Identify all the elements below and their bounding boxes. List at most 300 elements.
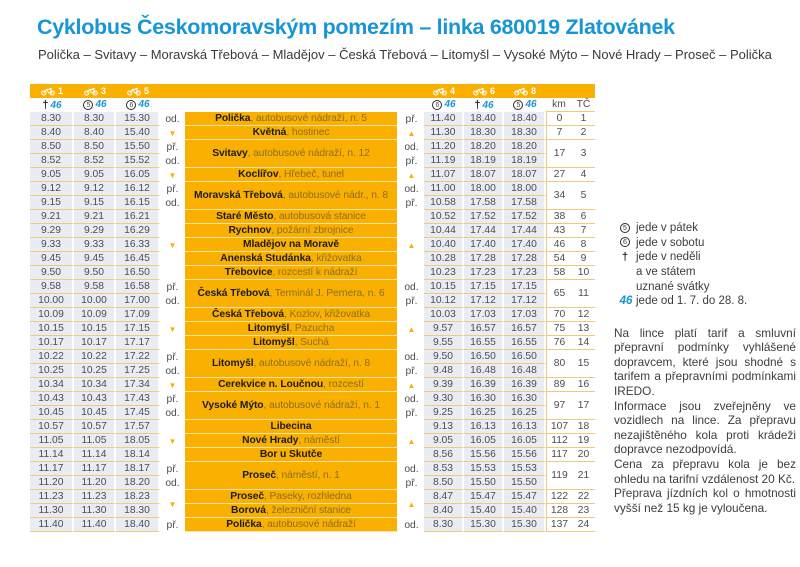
right-marker-cell [399,420,424,462]
departure-time-cell: 17.00 [116,294,160,308]
return-time-cell: 17.52 [504,210,546,224]
station-cell [185,448,399,462]
return-time-cell: 15.56 [464,448,504,462]
return-time-cell: 10.12 [424,294,464,308]
right-marker-cell [399,210,424,280]
sidebar [614,222,796,515]
departure-time-cell: 10.45 [30,406,74,420]
right-marker-cell [399,490,424,518]
return-time-cell: 15.50 [504,476,546,490]
return-time-cell: 17.40 [504,238,546,252]
departure-time-cell: 8.52 [74,154,116,168]
station-detail: , autobusové nádraží, n. 1 [263,400,380,411]
right-marker-cell [399,378,424,392]
arrow-up-icon: ▲ [407,324,416,334]
departure-time-cell: 10.57 [30,420,74,434]
timetable-row [30,126,595,140]
timetable-body [30,112,595,532]
departure-time-cell: 11.05 [74,434,116,448]
arrow-down-icon: ▼ [168,170,177,180]
return-time-cell: 16.50 [504,350,546,364]
bicycle-icon [41,87,55,96]
legend [614,222,796,310]
timetable-row [30,252,595,266]
return-time-cell: 10.28 [424,252,464,266]
tariff-number-cell: 7 [572,224,595,238]
service-id [424,86,464,96]
km-cell: 0 [546,112,572,126]
station-name: Česká Třebová [212,309,285,320]
departure-time-cell: 16.29 [116,224,160,238]
return-time-cell: 11.30 [424,126,464,140]
left-marker-cell [160,308,185,350]
arrow-up-icon: ▲ [407,170,416,180]
service-band-cell [464,84,504,98]
left-marker-cell [160,210,185,280]
station-detail: , autobusové nádraží, n. 12 [247,148,370,159]
tariff-number-cell: 19 [572,434,595,448]
return-time-cell: 11.40 [424,112,464,126]
departure-time-cell: 9.29 [30,224,74,238]
band-filler-cell [399,84,424,98]
bicycle-icon [84,87,98,96]
km-cell: 89 [546,378,572,392]
return-time-cell: 16.25 [504,406,546,420]
departure-time-cell: 10.00 [30,294,74,308]
note-paragraph: Na lince platí tarif a smluvní přepravní podmínky vyhlášené dopravcem, které jsou shodné s tarifem a přepravními podmínkami IREDO. [614,325,796,398]
return-time-cell: 18.07 [464,168,504,182]
departure-time-cell: 16.21 [116,210,160,224]
departure-time-cell: 17.17 [116,336,160,350]
station-name: Třebovice [224,267,273,278]
station-detail: , křižovatka [310,253,362,264]
return-time-cell: 17.03 [464,308,504,322]
return-time-cell: 16.05 [464,434,504,448]
left-marker-cell: od. [165,365,180,377]
band-filler-cell [160,84,185,98]
departure-time-cell: 17.22 [116,350,160,364]
km-cell: 122 [546,490,572,504]
return-time-cell: 16.50 [464,350,504,364]
tariff-number-cell: 2 [572,126,595,140]
departure-time-cell: 9.21 [30,210,74,224]
tariff-number-cell: 1 [572,112,595,126]
km-cell: 7 [546,126,572,140]
service-band-cell [424,84,464,98]
legend-symbol [614,237,636,251]
return-time-cell: 10.40 [424,238,464,252]
departure-time-cell: 8.30 [30,112,74,126]
day-symbol-cell [116,98,160,112]
return-time-cell: 9.25 [424,406,464,420]
page-title: Cyklobus Českomoravským pomezím – linka 680019 Zlatovánek [37,15,675,39]
station-name: Česká Třebová [197,288,270,299]
legend-symbol [614,281,636,295]
day-symbol-cell [504,98,546,112]
return-time-cell: 11.19 [424,154,464,168]
km-cell: 75 [546,322,572,336]
right-marker-cell [399,308,424,350]
day-symbol-cell [30,98,74,112]
left-marker-cell: od. [165,197,180,209]
right-marker-cell: př. [405,477,418,489]
right-marker-cell: od. [404,351,419,363]
departure-time-cell: 15.52 [116,154,160,168]
return-time-cell: 17.23 [464,266,504,280]
return-time-cell: 10.44 [424,224,464,238]
return-time-cell: 18.20 [464,140,504,154]
timetable-row [30,168,595,182]
right-marker-cell [399,168,424,182]
left-marker-cell [160,490,185,518]
return-time-cell: 18.30 [504,126,546,140]
arrow-up-icon: ▲ [407,380,416,390]
departure-time-cell: 10.00 [74,294,116,308]
tariff-number-cell: 16 [572,378,595,392]
station-name: Libecina [270,421,312,432]
legend-text: uznané svátky [636,280,710,293]
arrow-down-icon: ▼ [168,499,177,509]
return-time-cell: 16.55 [504,336,546,350]
return-time-cell: 9.30 [424,392,464,406]
tariff-number-cell: 9 [572,252,595,266]
return-time-cell: 11.07 [424,168,464,182]
timetable-row [30,336,595,350]
right-marker-cell: od. [404,281,419,293]
legend-text: jede od 1. 7. do 28. 8. [636,295,748,308]
station-cell [185,238,399,252]
arrow-down-icon: ▼ [168,240,177,250]
right-marker-cell: př. [405,407,418,419]
day-symbol-cell [464,98,504,112]
tariff-number-cell: 3 [572,140,595,168]
return-time-cell: 16.30 [504,392,546,406]
return-time-cell: 17.12 [504,294,546,308]
note-46: 46 [95,99,107,111]
tariff-number-cell: 4 [572,168,595,182]
tariff-number-cell: 13 [572,322,595,336]
km-cell: 34 [546,182,572,210]
station-cell [185,504,399,518]
departure-time-cell: 8.50 [74,140,116,154]
departure-time-cell: 9.33 [74,238,116,252]
station-cell [185,490,399,504]
note-46: 46 [50,99,62,111]
timetable-row [30,140,595,154]
departure-time-cell: 17.34 [116,378,160,392]
return-time-cell: 17.44 [504,224,546,238]
station-detail: , autobusové nádr., n. 8 [282,190,389,201]
day-symbol-cell [74,98,116,112]
station-cell [185,322,399,336]
note-46: 46 [525,99,537,111]
tariff-number-cell: 15 [572,350,595,378]
service-band-row [30,84,595,98]
service-band-cell [74,84,116,98]
station-detail: , Kozlov, křižovatka [284,309,370,320]
departure-time-cell: 11.14 [74,448,116,462]
departure-time-cell: 17.43 [116,392,160,406]
departure-time-cell: 10.43 [30,392,74,406]
timetable-row [30,112,595,126]
station-name: Litomyšl [247,323,290,334]
station-name: Nové Hrady [242,435,299,446]
return-time-cell: 8.53 [424,462,464,476]
legend-text: jede v sobotu [636,236,705,249]
timetable-row [30,490,595,504]
departure-time-cell: 9.05 [74,168,116,182]
return-time-cell: 15.53 [464,462,504,476]
departure-time-cell: 10.22 [30,350,74,364]
station-detail: , autobusová stanice [273,211,366,222]
km-cell: 137 [546,518,572,532]
departure-time-cell: 17.25 [116,364,160,378]
departure-time-cell: 10.57 [74,420,116,434]
return-time-cell: 9.48 [424,364,464,378]
return-time-cell: 15.53 [504,462,546,476]
km-cell: 54 [546,252,572,266]
band-filler-cell [185,84,399,98]
right-marker-cell: př. [405,155,418,167]
right-marker-cell [399,126,424,140]
return-time-cell: 16.48 [504,364,546,378]
note-46: 46 [619,295,633,308]
timetable-row [30,182,595,196]
service-id [464,86,504,96]
station-detail: , Pazucha [289,323,335,334]
departure-time-cell: 18.05 [116,434,160,448]
tariff-number-cell: 11 [572,280,595,308]
km-cell: 107 [546,420,572,434]
tariff-number-cell: 6 [572,210,595,224]
legend-text: jede v neděli [636,251,701,263]
departure-time-cell: 11.30 [30,504,74,518]
left-marker-cell: př. [166,463,179,475]
return-time-cell: 18.19 [464,154,504,168]
tariff-number-cell: 10 [572,266,595,280]
station-cell [185,266,399,280]
tariff-number-cell: 20 [572,448,595,462]
circled-day-icon: 5 [83,100,93,110]
departure-time-cell: 8.50 [30,140,74,154]
departure-time-cell: 10.43 [74,392,116,406]
return-time-cell: 11.20 [424,140,464,154]
departure-time-cell: 10.17 [30,336,74,350]
legend-symbol [614,266,636,280]
return-time-cell: 17.28 [464,252,504,266]
symbol-header-row [30,98,595,112]
station-name: Polička [226,519,262,530]
arrow-down-icon: ▼ [168,380,177,390]
departure-time-cell: 10.15 [30,322,74,336]
left-marker-cell: př. [166,183,179,195]
service-id [30,86,74,96]
timetable-row [30,434,595,448]
station-name: Litomyšl [211,358,254,369]
departure-time-cell: 9.50 [30,266,74,280]
station-detail: , náměstí, n. 1 [276,470,340,481]
note-paragraph: Informace jsou zveřejněny ve vozidlech na lince. Za přepravu nezajištěného kola proti krádeži dopravce nezodpovídá. [614,398,796,457]
right-marker-cell: od. [404,519,419,531]
service-number: 6 [489,86,495,96]
right-marker-cell: od. [404,141,419,153]
arrow-up-icon: ▲ [407,240,416,250]
departure-time-cell: 17.15 [116,322,160,336]
timetable-row [30,448,595,462]
service-id [74,86,116,96]
service-id [116,86,160,96]
note-paragraph: Přeprava jízdních kol o hmotnosti vyšší než 15 kg je vyloučena. [614,486,796,515]
km-cell: 76 [546,336,572,350]
timetable-row [30,518,595,532]
station-detail: , hostinec [286,127,330,138]
right-marker-cell: od. [404,463,419,475]
return-time-cell: 9.57 [424,322,464,336]
departure-time-cell: 16.15 [116,196,160,210]
departure-time-cell: 10.17 [74,336,116,350]
departure-time-cell: 9.15 [74,196,116,210]
return-time-cell: 10.03 [424,308,464,322]
circled-day-icon: 5 [620,223,630,233]
cross-icon: † [42,99,49,111]
station-name: Moravská Třebová [193,190,283,201]
timetable [30,84,595,532]
arrow-down-icon: ▼ [168,128,177,138]
return-time-cell: 15.30 [464,518,504,532]
departure-time-cell: 16.12 [116,182,160,196]
timetable-row [30,392,595,406]
km-cell: 17 [546,140,572,168]
station-detail: , autobusové nádraží [261,519,356,530]
return-time-cell: 18.20 [504,140,546,154]
tariff-number-cell: 8 [572,238,595,252]
left-marker-cell [160,168,185,182]
station-cell [185,434,399,448]
arrow-down-icon: ▼ [168,436,177,446]
return-time-cell: 10.23 [424,266,464,280]
bicycle-icon [127,87,141,96]
timetable-row [30,266,595,280]
right-marker-cell: př. [405,295,418,307]
return-time-cell: 15.50 [464,476,504,490]
arrow-up-icon: ▲ [407,499,416,509]
departure-time-cell: 17.09 [116,308,160,322]
departure-time-cell: 11.40 [74,518,116,532]
departure-time-cell: 9.29 [74,224,116,238]
tariff-number-cell: 24 [572,518,595,532]
departure-time-cell: 8.52 [30,154,74,168]
station-detail: , rozcestí [323,379,364,390]
station-cell [185,308,399,322]
station-cell [185,182,399,210]
departure-time-cell: 9.58 [30,280,74,294]
return-time-cell: 16.30 [464,392,504,406]
return-time-cell: 16.57 [464,322,504,336]
return-time-cell: 8.47 [424,490,464,504]
tariff-number-cell: 23 [572,504,595,518]
departure-time-cell: 11.17 [30,462,74,476]
departure-time-cell: 9.12 [30,182,74,196]
departure-time-cell: 18.17 [116,462,160,476]
departure-time-cell: 17.45 [116,406,160,420]
departure-time-cell: 18.23 [116,490,160,504]
departure-time-cell: 10.25 [74,364,116,378]
station-cell [185,252,399,266]
station-cell [185,518,399,532]
return-time-cell: 17.58 [464,196,504,210]
departure-time-cell: 9.15 [30,196,74,210]
km-cell: 80 [546,350,572,378]
tariff-number-cell: 5 [572,182,595,210]
station-detail: , rozcestí k nádraží [272,267,358,278]
station-cell [185,126,399,140]
timetable-row [30,350,595,364]
station-cell [185,420,399,434]
station-name: Koclířov [238,169,279,180]
station-cell [185,392,399,420]
return-time-cell: 17.15 [464,280,504,294]
departure-time-cell: 15.30 [116,112,160,126]
departure-time-cell: 18.14 [116,448,160,462]
arrow-up-icon: ▲ [407,128,416,138]
station-cell [185,140,399,168]
departure-time-cell: 17.57 [116,420,160,434]
departure-time-cell: 11.20 [30,476,74,490]
departure-time-cell: 11.17 [74,462,116,476]
timetable-row [30,210,595,224]
km-cell: 119 [546,462,572,490]
legend-symbol [614,222,636,236]
right-marker-cell: od. [404,183,419,195]
return-time-cell: 17.40 [464,238,504,252]
departure-time-cell: 18.40 [116,518,160,532]
departure-time-cell: 10.34 [30,378,74,392]
left-marker-cell: př. [166,281,179,293]
return-time-cell: 15.30 [504,518,546,532]
right-marker-cell: př. [405,365,418,377]
return-time-cell: 8.50 [424,476,464,490]
return-time-cell: 10.15 [424,280,464,294]
arrow-down-icon: ▼ [168,324,177,334]
left-marker-cell [160,126,185,140]
cross-icon: † [621,251,629,263]
timetable-row [30,224,595,238]
left-marker-cell: od. [165,113,180,125]
legend-text: a ve státem [636,266,696,279]
km-cell: 65 [546,280,572,308]
left-marker-cell: př. [166,519,179,531]
timetable-row [30,504,595,518]
station-name: Cerekvice n. Loučnou [218,379,324,390]
left-marker-cell [160,378,185,392]
km-cell: 70 [546,308,572,322]
service-number: 5 [143,86,149,96]
return-time-cell: 18.19 [504,154,546,168]
departure-time-cell: 10.09 [74,308,116,322]
station-name: Borová [231,505,266,516]
return-time-cell: 18.40 [504,112,546,126]
service-number: 3 [100,86,106,96]
return-time-cell: 9.05 [424,434,464,448]
departure-time-cell: 11.20 [74,476,116,490]
return-time-cell: 15.40 [464,504,504,518]
legend-text: jede v pátek [636,222,699,234]
note-paragraph: Cena za přepravu kola je bez ohledu na tarifní vzdálenost 20 Kč. [614,456,796,486]
right-marker-cell: př. [405,197,418,209]
return-time-cell: 18.00 [464,182,504,196]
return-time-cell: 17.28 [504,252,546,266]
departure-time-cell: 16.05 [116,168,160,182]
